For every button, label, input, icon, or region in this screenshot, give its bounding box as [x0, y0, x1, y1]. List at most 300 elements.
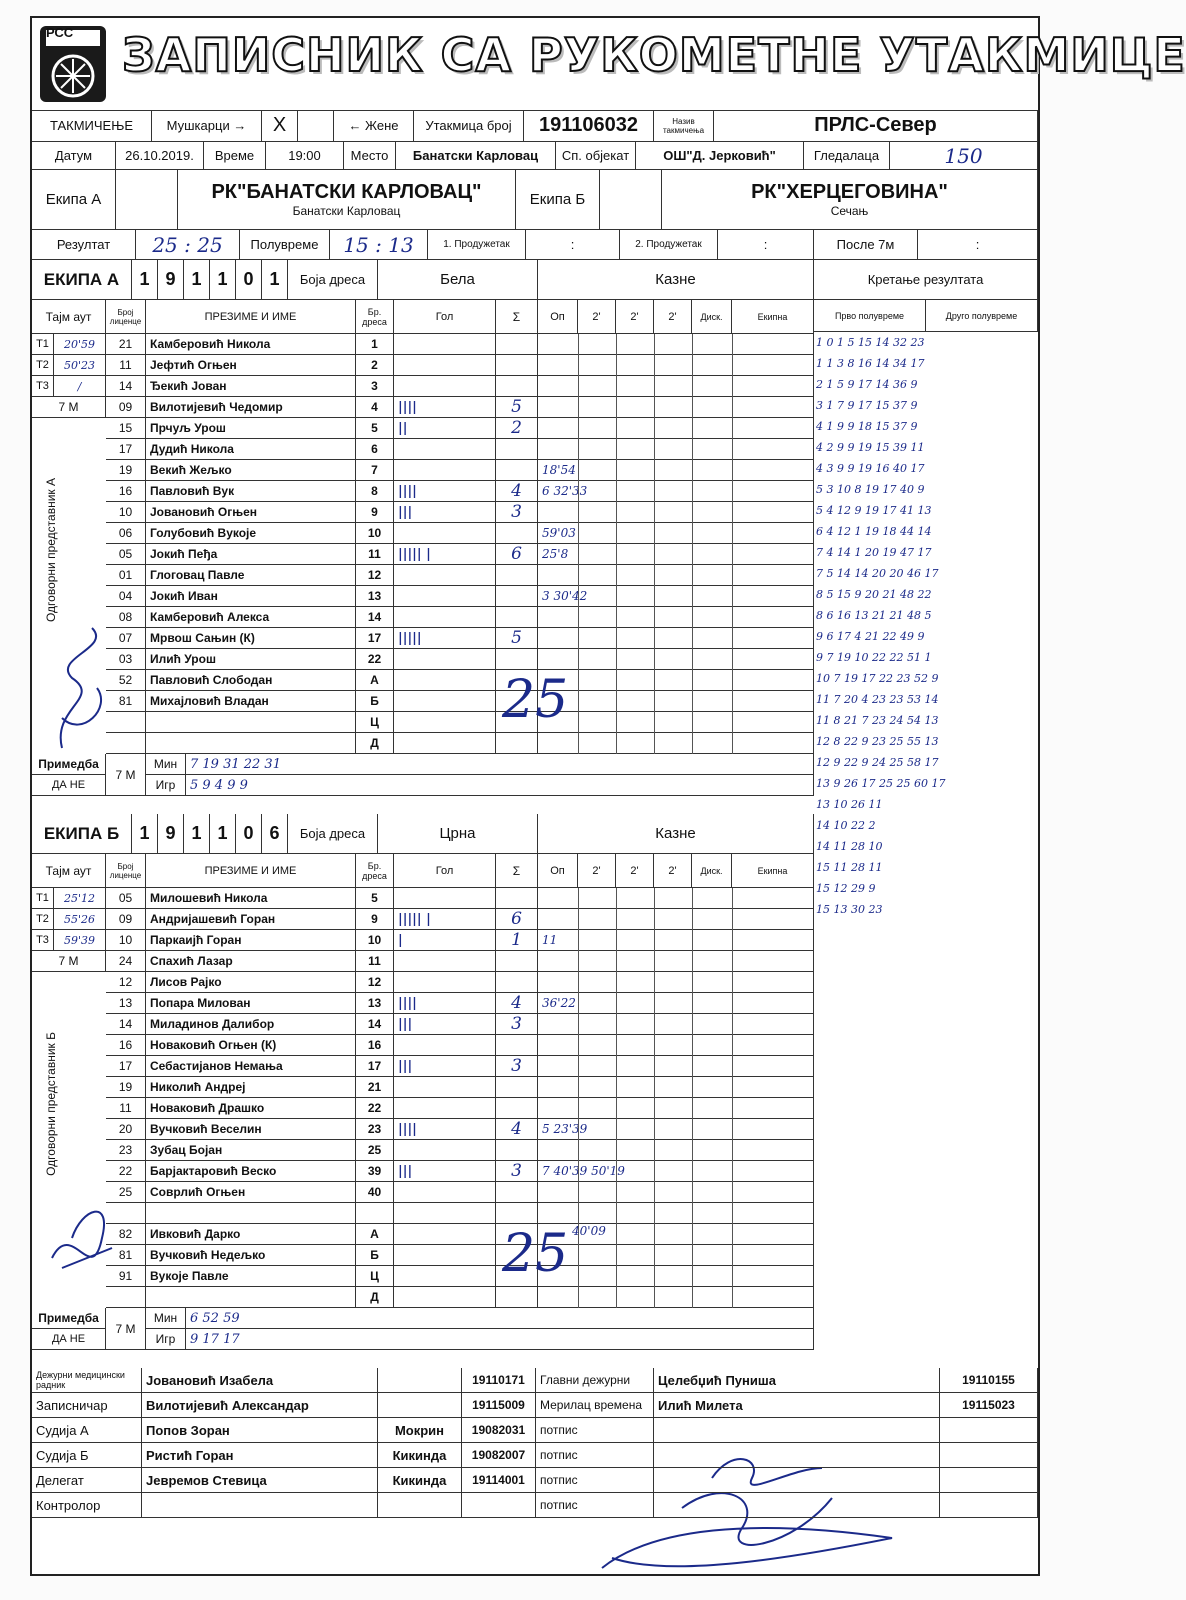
- team-b-player-license: 10: [106, 930, 146, 951]
- official-role-2: потпис: [536, 1493, 654, 1518]
- place-value: Банатски Карловац: [396, 142, 556, 170]
- second-half-header: Друго полувреме: [926, 300, 1038, 332]
- team-b-player-name: [146, 1287, 356, 1308]
- team-b-player-license: 19: [106, 1077, 146, 1098]
- team-b-code-digit: 6: [262, 814, 288, 854]
- team-b-player-penalties: [538, 909, 814, 930]
- official-city: Кикинда: [378, 1443, 462, 1468]
- team-b-player-jersey: 16: [356, 1035, 394, 1056]
- team-b-timeout-value: 25'12: [54, 888, 106, 909]
- official-name-2: [654, 1468, 940, 1493]
- official-code: 19114001: [462, 1468, 536, 1493]
- team-a-timeout-label: Т3: [32, 376, 54, 397]
- team-b-player-name: Попара Милован: [146, 993, 356, 1014]
- team-b-player-name: Ивковић Дарко: [146, 1224, 356, 1245]
- score-progress-row: 14 11 28 10: [816, 840, 883, 853]
- team-b-player-license: 82: [106, 1224, 146, 1245]
- team-b-col-team: Екипна: [732, 854, 814, 888]
- team-a-col-license: Број лиценце: [106, 300, 146, 334]
- team-b-player-goals: |||: [394, 1056, 496, 1077]
- team-a-player-license: 14: [106, 376, 146, 397]
- team-b-player-jersey: 9: [356, 909, 394, 930]
- team-b-col-jersey: Бр. дреса: [356, 854, 394, 888]
- team-a-player-jersey: А: [356, 670, 394, 691]
- team-b-player-license: 09: [106, 909, 146, 930]
- team-b-player-jersey: 12: [356, 972, 394, 993]
- team-a-player-sum: [496, 733, 538, 754]
- team-b-player-license: 16: [106, 1035, 146, 1056]
- competition-name-label: Назив такмичења: [654, 110, 714, 142]
- team-a-player-jersey: Ц: [356, 712, 394, 733]
- team-b-label: Екипа Б: [516, 170, 600, 230]
- score-progress-row: 2 1 5 9 17 14 36 9: [816, 378, 918, 391]
- team-b-player-sum: [496, 888, 538, 909]
- match-no: 191106032: [524, 110, 654, 142]
- team-b-player-jersey: 11: [356, 951, 394, 972]
- team-b-player-goals: |||: [394, 1014, 496, 1035]
- team-a-penalty-divider: [578, 334, 579, 754]
- official-role: Судија Б: [32, 1443, 142, 1468]
- team-a-penalty-divider: [616, 334, 617, 754]
- first-half-header: Прво полувреме: [814, 300, 926, 332]
- team-a-name: РК"БАНАТСКИ КАРЛОВАЦ": [211, 181, 482, 203]
- team-a-player-name: Векић Жељко: [146, 460, 356, 481]
- team-a-representative-label: Одговорни представник А: [44, 478, 58, 623]
- team-a-player-penalties: 3 30'42: [538, 586, 814, 607]
- score-progress-row: 6 4 12 1 19 18 44 14: [816, 525, 932, 538]
- team-a-player-jersey: Б: [356, 691, 394, 712]
- team-a-player-jersey: 12: [356, 565, 394, 586]
- team-b-player-goals: [394, 888, 496, 909]
- team-a-player-jersey: 17: [356, 628, 394, 649]
- page-title: ЗАПИСНИК СА РУКОМЕТНЕ УТАКМИЦЕ: [122, 28, 1186, 82]
- team-b-player-license: 23: [106, 1140, 146, 1161]
- team-a-player-jersey: 22: [356, 649, 394, 670]
- team-b-player-sum: [496, 1098, 538, 1119]
- score-progress-row: 11 8 21 7 23 24 54 13: [816, 714, 939, 727]
- team-a-igr-label: Игр: [146, 775, 186, 796]
- team-a-player-jersey: 14: [356, 607, 394, 628]
- team-b-player-penalties: [538, 1035, 814, 1056]
- official-name-2: [654, 1493, 940, 1518]
- team-b-code-digit: 1: [210, 814, 236, 854]
- team-b-player-license: 17: [106, 1056, 146, 1077]
- team-a-player-penalties: [538, 502, 814, 523]
- spectators-label: Гледалаца: [804, 142, 890, 170]
- place-label: Место: [344, 142, 396, 170]
- team-a-player-license: 10: [106, 502, 146, 523]
- team-b-player-goals: [394, 1266, 496, 1287]
- team-a-player-sum: [496, 460, 538, 481]
- team-b-player-sum: [496, 1182, 538, 1203]
- team-a-player-goals: ||: [394, 418, 496, 439]
- team-b-player-name: Себастијанов Немања: [146, 1056, 356, 1077]
- team-a-player-license: 81: [106, 691, 146, 712]
- team-b-col-timeout: Тајм аут: [32, 854, 106, 888]
- team-b-seven-footer: 7 М: [106, 1308, 146, 1350]
- team-a-code-digit: 1: [210, 260, 236, 300]
- score-progress-row: 13 10 26 11: [816, 798, 883, 811]
- official-code-2: [940, 1468, 1038, 1493]
- team-a-player-sum: [496, 334, 538, 355]
- team-b-igr-label: Игр: [146, 1329, 186, 1350]
- team-b-player-penalties: 7 40'39 50'19: [538, 1161, 814, 1182]
- official-code: 19110171: [462, 1368, 536, 1393]
- team-b-player-penalties: [538, 1098, 814, 1119]
- team-a-player-penalties: [538, 565, 814, 586]
- team-b-player-jersey: 40: [356, 1182, 394, 1203]
- official-code-2: [940, 1493, 1038, 1518]
- team-a-player-sum: [496, 523, 538, 544]
- team-b-player-sum: 4: [496, 1119, 538, 1140]
- team-a-player-goals: [394, 565, 496, 586]
- team-a-player-name: Камберовић Алекса: [146, 607, 356, 628]
- ot1-label: 1. Продужетак: [428, 230, 526, 260]
- score-progress-row: 1 1 3 8 16 14 34 17: [816, 357, 925, 370]
- team-b-player-sum: 3: [496, 1014, 538, 1035]
- team-a-player-license: 19: [106, 460, 146, 481]
- team-a-player-goals: ||||: [394, 397, 496, 418]
- competition-label: ТАКМИЧЕЊЕ: [32, 110, 152, 142]
- team-a-player-name: Јокић Пеђа: [146, 544, 356, 565]
- team-a-player-name: Глоговац Павле: [146, 565, 356, 586]
- team-a-player-goals: |||: [394, 502, 496, 523]
- team-a-player-license: 15: [106, 418, 146, 439]
- half-label: Полувреме: [240, 230, 330, 260]
- team-b-player-name: Спахић Лазар: [146, 951, 356, 972]
- men-label: Мушкарци →: [152, 110, 262, 142]
- result-label: Резултат: [32, 230, 136, 260]
- team-a-player-license: 06: [106, 523, 146, 544]
- team-a-timeout-value: 50'23: [54, 355, 106, 376]
- team-a-timeout-label: Т2: [32, 355, 54, 376]
- official-city: Мокрин: [378, 1418, 462, 1443]
- team-a-player-sum: [496, 607, 538, 628]
- team-b-kit-label: Боја дреса: [288, 814, 378, 854]
- team-b-col-goal: Гол: [394, 854, 496, 888]
- official-name: Ристић Горан: [142, 1443, 378, 1468]
- score-progress-row: 15 13 30 23: [816, 903, 883, 916]
- official-city: Кикинда: [378, 1468, 462, 1493]
- team-b-player-sum: [496, 1287, 538, 1308]
- score-progress-row: 5 3 10 8 19 17 40 9: [816, 483, 925, 496]
- team-b-player-license: 91: [106, 1266, 146, 1287]
- score-progress-row: 12 9 22 9 24 25 58 17: [816, 756, 939, 769]
- header: [32, 18, 1186, 111]
- team-b-player-goals: [394, 1140, 496, 1161]
- team-b-col-license: Број лиценце: [106, 854, 146, 888]
- team-b-player-jersey: 25: [356, 1140, 394, 1161]
- team-a-player-goals: |||||: [394, 628, 496, 649]
- team-b-name: РК"ХЕРЦЕГОВИНА": [751, 181, 948, 203]
- team-a-player-name: Јефтић Огњен: [146, 355, 356, 376]
- team-a-penalty-divider: [654, 334, 655, 754]
- team-b-player-license: 20: [106, 1119, 146, 1140]
- team-b-player-name: Барјактаровић Веско: [146, 1161, 356, 1182]
- team-a-player-goals: [394, 523, 496, 544]
- team-a-player-name: [146, 712, 356, 733]
- official-role: Судија А: [32, 1418, 142, 1443]
- team-a-player-goals: [394, 376, 496, 397]
- venue-label: Сп. објекат: [556, 142, 636, 170]
- team-a-player-sum: [496, 376, 538, 397]
- team-b-player-goals: ||||: [394, 1119, 496, 1140]
- team-a-col-warn: Оп: [538, 300, 578, 334]
- team-b-player-goals: [394, 1224, 496, 1245]
- official-city: [378, 1393, 462, 1418]
- team-b-col-warn: Оп: [538, 854, 578, 888]
- ot2-label: 2. Продужетак: [620, 230, 718, 260]
- team-a-player-sum: 3: [496, 502, 538, 523]
- score-progress-row: 11 7 20 4 23 23 53 14: [816, 693, 939, 706]
- team-a-player-name: Прчуљ Урош: [146, 418, 356, 439]
- official-role-2: потпис: [536, 1468, 654, 1493]
- team-b-player-sum: [496, 1140, 538, 1161]
- team-b-box: [662, 170, 1038, 230]
- team-b-player-name: Миладинов Далибор: [146, 1014, 356, 1035]
- team-b-seven-min: 6 52 59: [186, 1308, 814, 1329]
- team-b-player-jersey: 39: [356, 1161, 394, 1182]
- team-b-player-license: 81: [106, 1245, 146, 1266]
- team-b-penalty-divider: [732, 888, 733, 1308]
- team-b-player-jersey: [356, 1203, 394, 1224]
- official-code: [462, 1493, 536, 1518]
- team-a-player-license: 01: [106, 565, 146, 586]
- team-a-player-jersey: 13: [356, 586, 394, 607]
- official-role: Делегат: [32, 1468, 142, 1493]
- official-code: 19082007: [462, 1443, 536, 1468]
- official-code: 19115009: [462, 1393, 536, 1418]
- team-b-note-label: Примедба: [32, 1308, 106, 1329]
- team-a-player-sum: [496, 439, 538, 460]
- team-b-player-license: 12: [106, 972, 146, 993]
- score-progress-row: 4 3 9 9 19 16 40 17: [816, 462, 925, 475]
- team-b-player-penalties: [538, 1140, 814, 1161]
- team-b-min-label: Мин: [146, 1308, 186, 1329]
- official-name: Попов Зоран: [142, 1418, 378, 1443]
- after7-value: :: [918, 230, 1038, 260]
- team-b-penalty-divider: [692, 888, 693, 1308]
- team-b-player-name: Лисов Рајко: [146, 972, 356, 993]
- team-a-col-name: ПРЕЗИМЕ И ИМЕ: [146, 300, 356, 334]
- team-a-seven-igr: 5 9 4 9 9: [186, 775, 814, 796]
- team-a-player-penalties: 6 32'33: [538, 481, 814, 502]
- team-a-col-two1: 2': [578, 300, 616, 334]
- team-a-player-name: Камберовић Никола: [146, 334, 356, 355]
- team-a-col-goal: Гол: [394, 300, 496, 334]
- team-b-player-penalties: [538, 951, 814, 972]
- match-no-label: Утакмица број: [414, 110, 524, 142]
- date-value: 26.10.2019.: [116, 142, 204, 170]
- score-progress-row: 13 9 26 17 25 25 60 17: [816, 777, 946, 790]
- team-b-player-license: [106, 1203, 146, 1224]
- team-a-penalty-divider: [732, 334, 733, 754]
- team-a-player-penalties: 25'8: [538, 544, 814, 565]
- team-a-player-license: [106, 712, 146, 733]
- team-b-player-jersey: 22: [356, 1098, 394, 1119]
- score-progress-row: 8 6 16 13 21 21 48 5: [816, 609, 932, 622]
- score-progress-row: 7 5 14 14 20 20 46 17: [816, 567, 939, 580]
- team-b-player-name: Новаковић Огњен (К): [146, 1035, 356, 1056]
- team-a-player-penalties: [538, 670, 814, 691]
- team-a-player-jersey: 5: [356, 418, 394, 439]
- team-a-player-goals: [394, 355, 496, 376]
- score-progress-row: 1 0 1 5 15 14 32 23: [816, 336, 925, 349]
- team-a-player-name: Илић Урош: [146, 649, 356, 670]
- team-a-code-digit: 1: [262, 260, 288, 300]
- score-progress-row: 9 6 17 4 21 22 49 9: [816, 630, 925, 643]
- women-mark: [298, 110, 334, 142]
- official-role-2: потпис: [536, 1443, 654, 1468]
- team-b-player-jersey: 14: [356, 1014, 394, 1035]
- score-progress-row: 5 4 12 9 19 17 41 13: [816, 504, 932, 517]
- team-a-player-goals: [394, 586, 496, 607]
- team-b-timeout-label: Т1: [32, 888, 54, 909]
- team-b-spacer: [600, 170, 662, 230]
- team-b-player-goals: [394, 972, 496, 993]
- team-b-player-jersey: А: [356, 1224, 394, 1245]
- team-a-player-goals: [394, 691, 496, 712]
- score-progress-row: 8 5 15 9 20 21 48 22: [816, 588, 932, 601]
- team-a-player-jersey: 1: [356, 334, 394, 355]
- team-b-col-disq: Диск.: [692, 854, 732, 888]
- team-b-player-penalties: [538, 1266, 814, 1287]
- team-a-timeout-value: 20'59: [54, 334, 106, 355]
- score-progress-row: 7 4 14 1 20 19 47 17: [816, 546, 932, 559]
- team-b-player-sum: 4: [496, 993, 538, 1014]
- team-a-player-license: 21: [106, 334, 146, 355]
- team-a-player-goals: [394, 439, 496, 460]
- date-label: Датум: [32, 142, 116, 170]
- team-b-player-goals: [394, 1182, 496, 1203]
- team-a-player-goals: ||||: [394, 481, 496, 502]
- team-b-player-name: Соврлић Огњен: [146, 1182, 356, 1203]
- team-b-player-license: [106, 1287, 146, 1308]
- team-a-player-name: Ђекић Јован: [146, 376, 356, 397]
- team-a-player-sum: [496, 649, 538, 670]
- team-a-kit-color: Бела: [378, 260, 538, 300]
- team-a-player-penalties: [538, 628, 814, 649]
- team-a-col-jersey: Бр. дреса: [356, 300, 394, 334]
- score-progress-row: 10 7 19 17 22 23 52 9: [816, 672, 939, 685]
- team-b-player-jersey: 13: [356, 993, 394, 1014]
- team-a-code-digit: 1: [132, 260, 158, 300]
- venue-value: ОШ"Д. Јерковић": [636, 142, 804, 170]
- team-a-player-license: 11: [106, 355, 146, 376]
- official-name-2: Целебџић Пуниша: [654, 1368, 940, 1393]
- team-a-player-license: 05: [106, 544, 146, 565]
- team-a-player-penalties: [538, 439, 814, 460]
- team-b-player-penalties: [538, 1056, 814, 1077]
- team-a-col-disq: Диск.: [692, 300, 732, 334]
- official-city: [378, 1493, 462, 1518]
- team-a-player-penalties: [538, 733, 814, 754]
- half-value: 15 : 13: [330, 230, 428, 260]
- team-a-player-jersey: Д: [356, 733, 394, 754]
- team-a-penalty-divider: [692, 334, 693, 754]
- team-b-player-goals: [394, 1287, 496, 1308]
- team-a-player-penalties: [538, 691, 814, 712]
- official-code-2: [940, 1418, 1038, 1443]
- team-b-city: Сечањ: [830, 204, 869, 218]
- team-a-player-sum: 5: [496, 628, 538, 649]
- ot1-value: :: [526, 230, 620, 260]
- team-a-player-jersey: 7: [356, 460, 394, 481]
- team-a-spacer: [116, 170, 178, 230]
- team-b-player-license: 14: [106, 1014, 146, 1035]
- team-a-player-license: 52: [106, 670, 146, 691]
- team-b-penalties-header: Казне: [538, 814, 814, 854]
- official-code-2: [940, 1443, 1038, 1468]
- score-progress-row: 12 8 22 9 23 25 55 13: [816, 735, 939, 748]
- team-a-player-jersey: 4: [356, 397, 394, 418]
- team-b-kit-color: Црна: [378, 814, 538, 854]
- team-a-player-penalties: [538, 418, 814, 439]
- team-b-player-name: Николић Андреј: [146, 1077, 356, 1098]
- team-b-player-penalties: [538, 1077, 814, 1098]
- team-b-timeout-value: 55'26: [54, 909, 106, 930]
- team-b-header-label: ЕКИПА Б: [32, 814, 132, 854]
- team-a-player-name: Дудић Никола: [146, 439, 356, 460]
- team-b-player-goals: [394, 1035, 496, 1056]
- team-a-player-penalties: 59'03: [538, 523, 814, 544]
- team-b-player-goals: ||||: [394, 993, 496, 1014]
- team-b-col-sum: Σ: [496, 854, 538, 888]
- team-b-player-jersey: 21: [356, 1077, 394, 1098]
- team-a-player-sum: [496, 565, 538, 586]
- score-progress-row: 15 11 28 11: [816, 861, 883, 874]
- team-b-player-penalties: [538, 1182, 814, 1203]
- team-a-player-name: Павловић Вук: [146, 481, 356, 502]
- team-a-player-jersey: 9: [356, 502, 394, 523]
- official-name: [142, 1493, 378, 1518]
- after7-label: После 7м: [814, 230, 918, 260]
- team-a-seven-footer: 7 М: [106, 754, 146, 796]
- team-b-player-sum: 1: [496, 930, 538, 951]
- team-b-penalty-divider: [578, 888, 579, 1308]
- team-a-label: Екипа А: [32, 170, 116, 230]
- team-b-player-name: Вукоје Павле: [146, 1266, 356, 1287]
- team-a-player-goals: [394, 334, 496, 355]
- team-b-player-goals: [394, 1077, 496, 1098]
- team-a-player-name: Вилотијевић Чедомир: [146, 397, 356, 418]
- team-b-player-penalties: [538, 1245, 814, 1266]
- team-a-city: Банатски Карловац: [292, 204, 401, 218]
- official-role: Контролор: [32, 1493, 142, 1518]
- men-mark: X: [262, 110, 298, 142]
- team-a-total-goals: 25: [502, 670, 569, 730]
- team-a-player-jersey: 6: [356, 439, 394, 460]
- team-b-player-license: 22: [106, 1161, 146, 1182]
- official-name: Јовановић Изабела: [142, 1368, 378, 1393]
- team-b-player-name: Андријашевић Горан: [146, 909, 356, 930]
- official-role-2: Главни дежурни: [536, 1368, 654, 1393]
- team-a-player-sum: [496, 355, 538, 376]
- team-b-player-goals: [394, 1245, 496, 1266]
- score-progress-row: 4 2 9 9 19 15 39 11: [816, 441, 925, 454]
- team-b-player-license: 11: [106, 1098, 146, 1119]
- team-b-player-sum: [496, 1077, 538, 1098]
- team-a-player-goals: [394, 670, 496, 691]
- team-b-player-name: Вучковић Недељко: [146, 1245, 356, 1266]
- team-b-player-name: [146, 1203, 356, 1224]
- team-b-player-jersey: 5: [356, 888, 394, 909]
- official-code-2: 19110155: [940, 1368, 1038, 1393]
- team-b-yes-no: ДА НЕ: [32, 1329, 106, 1350]
- team-b-extra-note: 40'09: [572, 1224, 606, 1238]
- team-a-player-license: 07: [106, 628, 146, 649]
- team-a-player-goals: [394, 649, 496, 670]
